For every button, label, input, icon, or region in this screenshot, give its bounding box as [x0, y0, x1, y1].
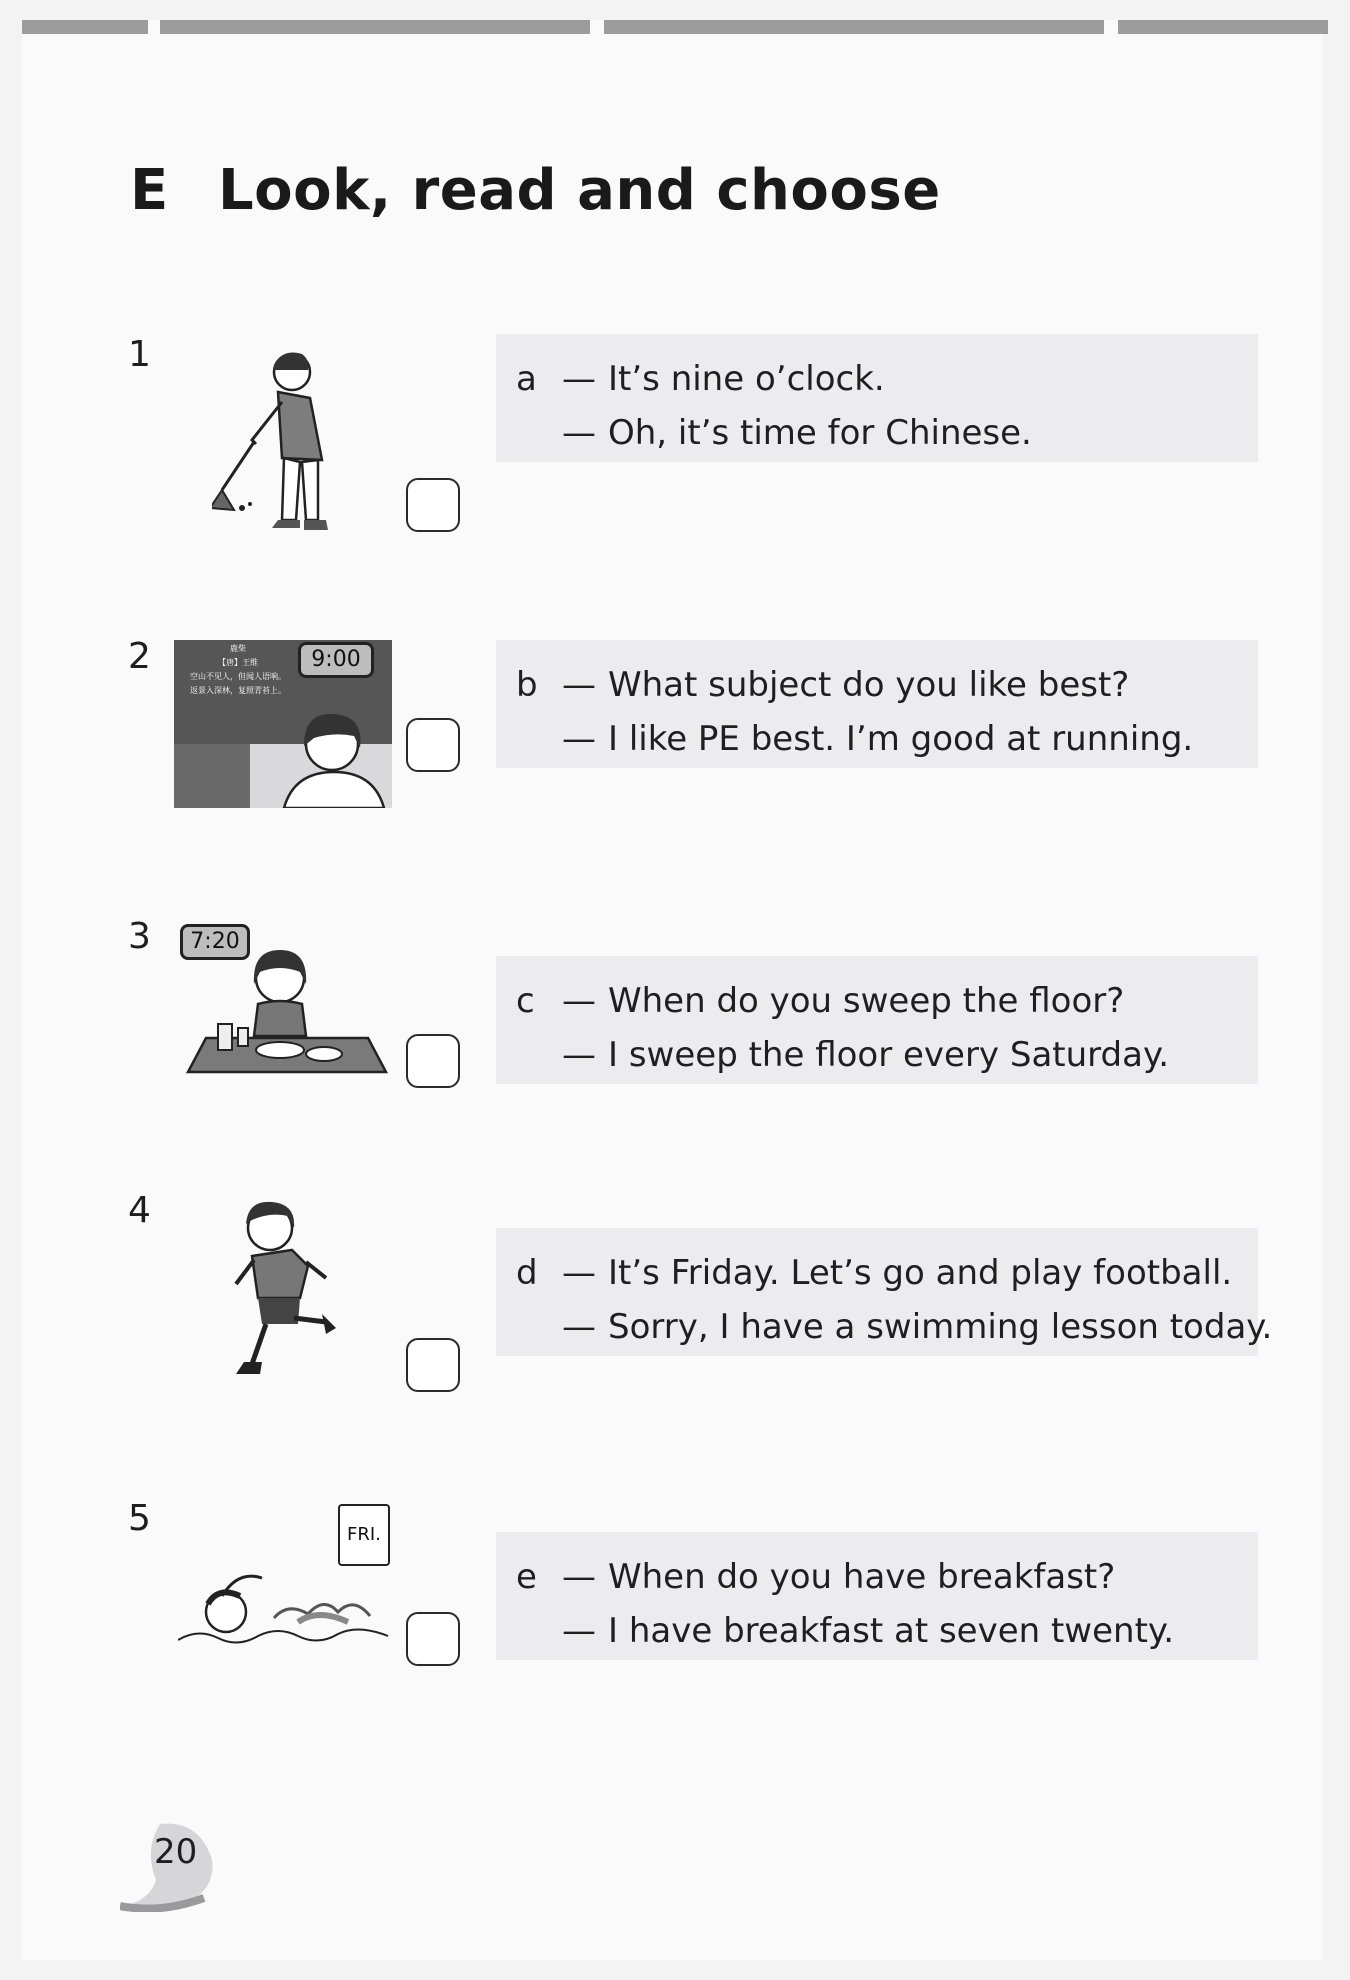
girl-eating-breakfast-illustration [184, 940, 390, 1074]
option-e [496, 1532, 1258, 1660]
item-number: 1 [128, 334, 151, 375]
poem-line: 空山不见人，但闻人语响。 [190, 672, 286, 681]
page-number: 20 [154, 1832, 198, 1872]
clock-display: 9:00 [298, 642, 374, 678]
option-key: b [516, 665, 538, 705]
option-key: e [516, 1557, 537, 1597]
section-title [130, 158, 941, 223]
poem-title: 鹿柴 [230, 644, 246, 653]
dash: — [562, 719, 596, 759]
item-number: 2 [128, 636, 151, 677]
option-line: Oh, it’s time for Chinese. [608, 413, 1032, 453]
calendar-icon: FRI. [338, 1504, 390, 1566]
dash: — [562, 1253, 596, 1293]
item-number: 5 [128, 1498, 151, 1539]
option-line: I like PE best. I’m good at running. [608, 719, 1194, 759]
answer-box-2[interactable] [406, 718, 460, 772]
option-line: Sorry, I have a swimming lesson today. [608, 1307, 1273, 1347]
section-heading: Look, read and choose [218, 158, 941, 223]
poem-author: 【唐】王维 [218, 658, 258, 667]
section-letter: E [130, 158, 169, 223]
dash: — [562, 1307, 596, 1347]
option-line: It’s nine o’clock. [608, 359, 885, 399]
item-number: 3 [128, 916, 151, 957]
answer-box-5[interactable] [406, 1612, 460, 1666]
dash: — [562, 413, 596, 453]
top-border-bar [22, 20, 148, 34]
option-line: When do you sweep the floor? [608, 981, 1125, 1021]
item-number: 4 [128, 1190, 151, 1231]
dash: — [562, 1035, 596, 1075]
option-line: I have breakfast at seven twenty. [608, 1611, 1174, 1651]
girl-in-chinese-class-illustration [174, 640, 392, 808]
option-a [496, 334, 1258, 462]
dash: — [562, 1611, 596, 1651]
top-border-bar [1118, 20, 1328, 34]
answer-box-1[interactable] [406, 478, 460, 532]
option-key: d [516, 1253, 538, 1293]
option-line: It’s Friday. Let’s go and play football. [608, 1253, 1233, 1293]
boy-running-illustration [222, 1194, 346, 1384]
desk [174, 744, 250, 808]
dash: — [562, 981, 596, 1021]
option-line: When do you have breakfast? [608, 1557, 1116, 1597]
option-b [496, 640, 1258, 768]
girl-swimming-illustration [178, 1556, 392, 1648]
clock-display: 7:20 [180, 924, 250, 960]
option-line: What subject do you like best? [608, 665, 1130, 705]
option-key: c [516, 981, 535, 1021]
option-key: a [516, 359, 537, 399]
option-d [496, 1228, 1273, 1356]
answer-box-3[interactable] [406, 1034, 460, 1088]
option-line: I sweep the floor every Saturday. [608, 1035, 1170, 1075]
poem-line: 返景入深林，复照青苔上。 [190, 686, 286, 695]
answer-box-4[interactable] [406, 1338, 460, 1392]
boy-sweeping-floor-illustration [212, 340, 362, 530]
option-c [496, 956, 1258, 1084]
dash: — [562, 359, 596, 399]
top-border-bar [604, 20, 1104, 34]
dash: — [562, 665, 596, 705]
top-border-bar [160, 20, 590, 34]
dash: — [562, 1557, 596, 1597]
